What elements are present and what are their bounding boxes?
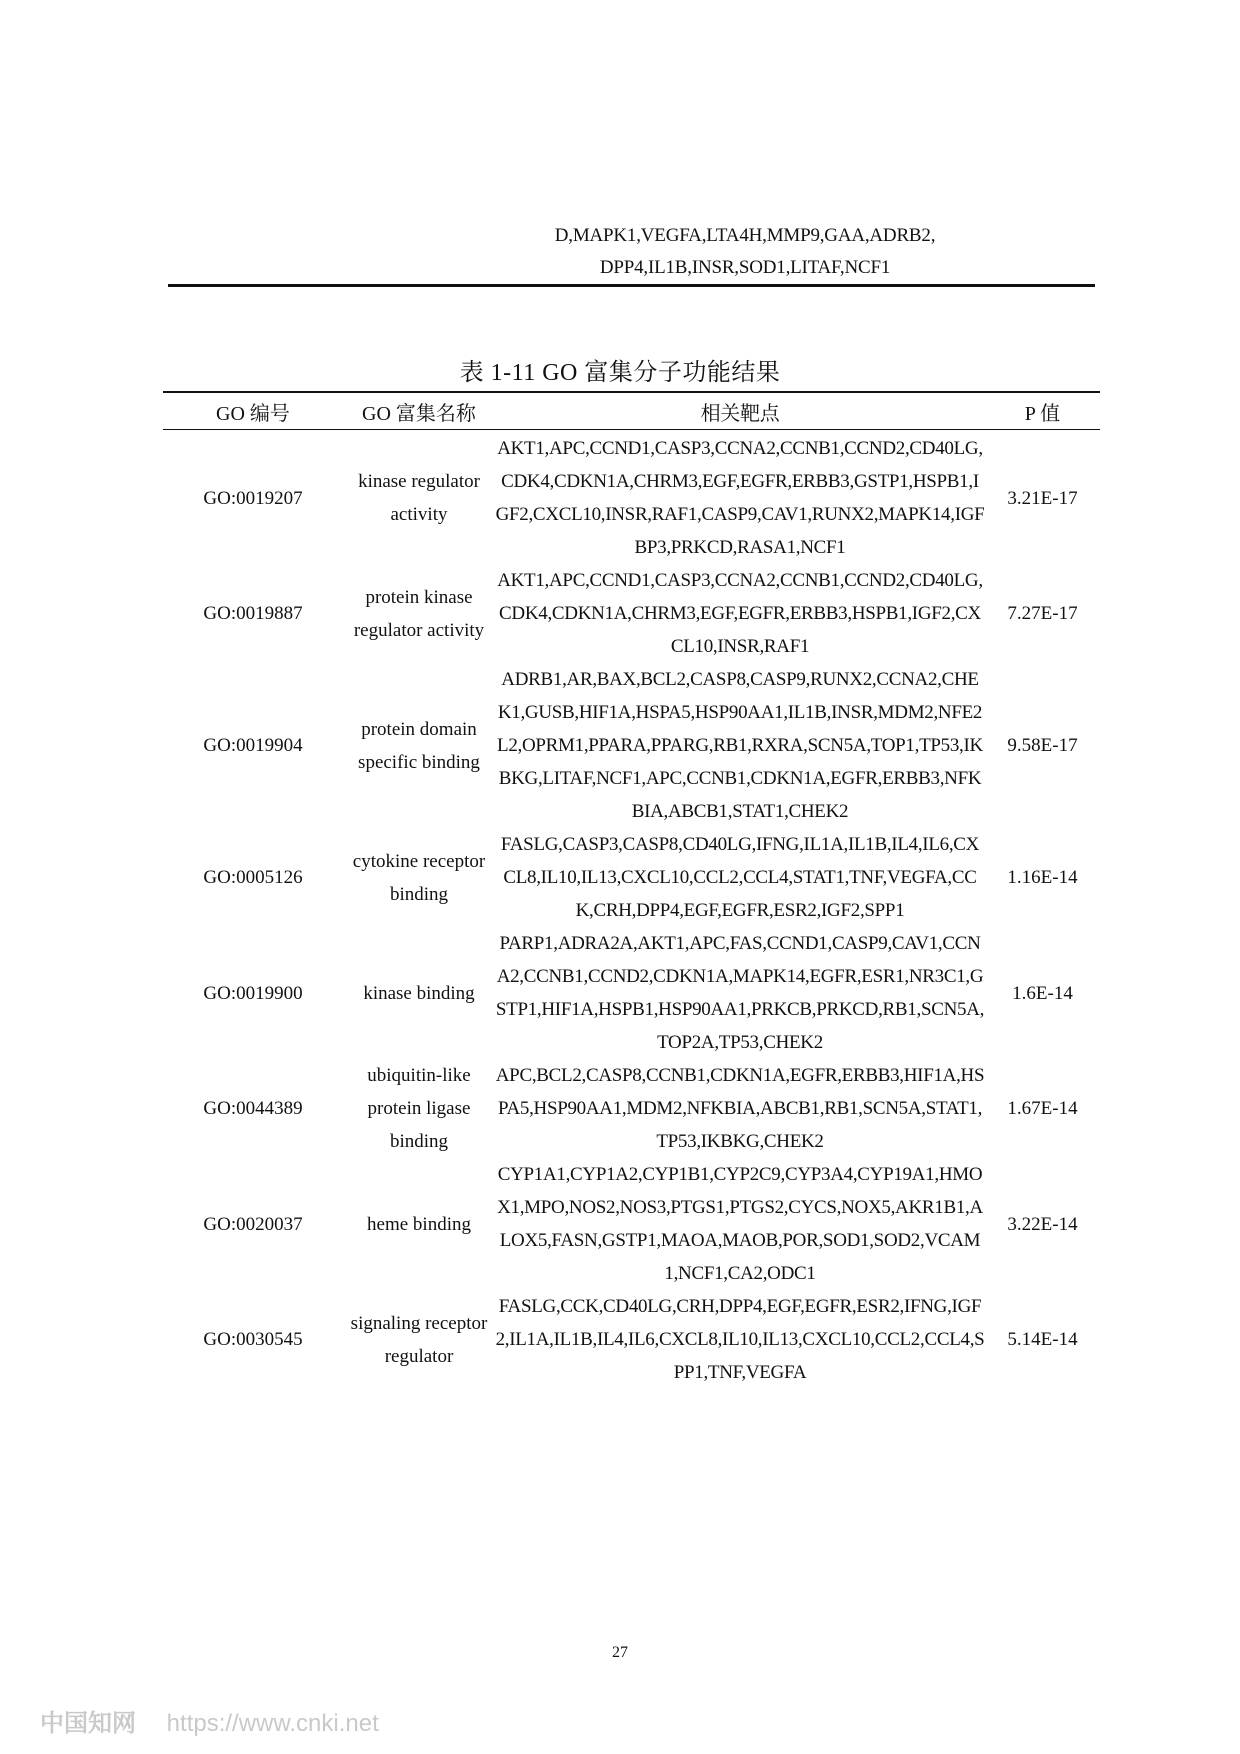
header-go-name: GO 富集名称 [343,392,495,430]
go-name: kinase regulator activity [358,471,480,525]
table-row [163,430,1100,565]
header-go-id: GO 编号 [163,392,343,430]
go-targets: FASLG,CCK,CD40LG,CRH,DPP4,EGF,EGFR,ESR2,IFNG,IGF2,IL1A,IL1B,IL4,IL6,CXCL8,IL10,IL13,CXCL10,CCL2,CCL4,SPP1,TNF,VEGFA [495,1296,985,1383]
cnki-logo: 中国知网 [40,1710,136,1737]
table-bottom-rule [168,284,1095,287]
go-targets: AKT1,APC,CCND1,CASP3,CCNA2,CCNB1,CCND2,CD40LG,CDK4,CDKN1A,CHRM3,EGF,EGFR,ERBB3,HSPB1,IGF2,CXCL10,INSR,RAF1 [497,570,983,657]
table-row [163,663,1100,828]
go-targets: APC,BCL2,CASP8,CCNB1,CDKN1A,EGFR,ERBB3,HIF1A,HSPA5,HSP90AA1,MDM2,NFKBIA,ABCB1,RB1,SCN5A,STAT1,TP53,IKBKG,CHEK2 [495,1065,985,1152]
page-number: 27 [612,1644,628,1661]
p-value: 9.58E-17 [1007,735,1078,756]
go-id: GO:0044389 [203,1098,303,1119]
p-value: 1.67E-14 [1007,1098,1078,1119]
previous-table-continuation [500,220,990,284]
go-name: protein domain specific binding [358,718,480,773]
table-row [163,927,1100,1059]
go-id: GO:0019887 [203,603,303,624]
p-value: 7.27E-17 [1007,603,1078,624]
go-name: kinase binding [363,982,475,1004]
go-targets: CYP1A1,CYP1A2,CYP1B1,CYP2C9,CYP3A4,CYP19A1,HMOX1,MPO,NOS2,NOS3,PTGS1,PTGS2,CYCS,NOX5,AKR1B1,ALOX5,FASN,GSTP1,MAOA,MAOB,POR,SOD1,SOD2,VCAM1,NCF1,CA2,ODC1 [497,1164,983,1284]
header-p-value: P 值 [985,392,1100,430]
continuation-line: D,MAPK1,VEGFA,LTA4H,MMP9,GAA,ADRB2, [554,225,936,246]
go-id: GO:0020037 [203,1213,303,1235]
go-targets: PARP1,ADRA2A,AKT1,APC,FAS,CCND1,CASP9,CAV1,CCNA2,CCNB1,CCND2,CDKN1A,MAPK14,EGFR,ESR1,NR3C1,GSTP1,HIF1A,HSPB1,HSP90AA1,PRKCB,PRKCD,RB1,SCN5A,TOP2A,TP53,CHEK2 [495,933,985,1053]
table-row [163,1158,1100,1290]
table-row [163,1290,1100,1389]
cnki-url: https://www.cnki.net [166,1710,379,1737]
previous-table-tail [168,220,1095,287]
table-header-row [163,392,1100,430]
go-id: GO:0019904 [203,735,303,756]
go-targets: ADRB1,AR,BAX,BCL2,CASP8,CASP9,RUNX2,CCNA2,CHEK1,GUSB,HIF1A,HSPA5,HSP90AA1,IL1B,INSR,MDM2,NFE2L2,OPRM1,PPARA,PPARG,RB1,RXRA,SCN5A,TOP1,TP53,IKBKG,LITAF,NCF1,APC,CCNB1,CDKN1A,EGFR,ERBB3,NFKBIA,ABCB1,STAT1,CHEK2 [497,669,983,822]
table-row [163,828,1100,927]
go-name: signaling receptor regulator [350,1312,488,1367]
header-targets: 相关靶点 [495,392,985,430]
p-value: 3.21E-17 [1007,487,1078,509]
go-id: GO:0005126 [203,867,303,888]
go-name: heme binding [367,1213,471,1235]
go-id: GO:0019900 [203,982,303,1004]
p-value: 1.6E-14 [1012,982,1073,1004]
table-row [163,1059,1100,1158]
go-id: GO:0030545 [203,1329,303,1350]
table-caption: 表 1-11 GO 富集分子功能结果 [459,360,781,386]
table-row [163,564,1100,663]
go-targets: AKT1,APC,CCND1,CASP3,CCNA2,CCNB1,CCND2,CD40LG,CDK4,CDKN1A,CHRM3,EGF,EGFR,ERBB3,GSTP1,HSPB1,IGF2,CXCL10,INSR,RAF1,CASP9,CAV1,RUNX2,MAPK14,IGFBP3,PRKCD,RASA1,NCF1 [495,438,985,558]
go-enrichment-table [163,391,1100,1389]
go-name: cytokine receptor binding [352,850,486,905]
continuation-line: DPP4,IL1B,INSR,SOD1,LITAF,NCF1 [599,257,891,278]
go-name: ubiquitin-like protein ligase binding [367,1065,471,1152]
p-value: 5.14E-14 [1007,1329,1078,1350]
p-value: 1.16E-14 [1007,867,1078,888]
go-targets: FASLG,CASP3,CASP8,CD40LG,IFNG,IL1A,IL1B,IL4,IL6,CXCL8,IL10,IL13,CXCL10,CCL2,CCL4,STAT1,TNF,VEGFA,CCK,CRH,DPP4,EGF,EGFR,ESR2,IGF2,SPP1 [500,834,980,921]
cnki-watermark [40,1703,379,1738]
p-value: 3.22E-14 [1007,1213,1078,1235]
go-id: GO:0019207 [203,487,303,509]
go-name: protein kinase regulator activity [353,586,485,641]
